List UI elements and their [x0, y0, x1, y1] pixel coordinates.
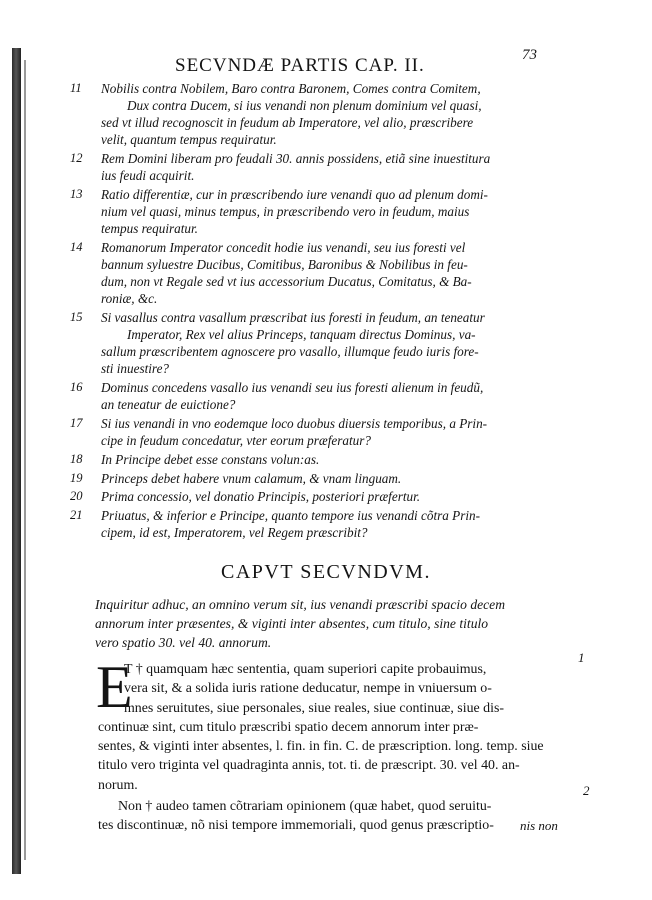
summary-line: tempus requiratur.: [101, 221, 198, 237]
summary-line: Nobilis contra Nobilem, Baro contra Baronem, Comes contra Comitem,: [101, 81, 481, 96]
summary-number: 13: [70, 186, 83, 201]
summary-list: [70, 80, 590, 543]
argument-line: Inquiritur adhuc, an omnino verum sit, ius venandi præscribi spacio decem: [95, 597, 506, 612]
summary-line: bannum syluestre Ducibus, Comitibus, Baronibus & Nobilibus in feu-: [101, 257, 468, 272]
summary-line: Dominus concedens vasallo ius venandi seu ius foresti alienum in feudũ,: [101, 380, 484, 396]
summary-line: roniæ, &c.: [101, 291, 158, 307]
summary-line: ius feudi acquirit.: [101, 168, 195, 184]
running-head: SECVNDÆ PARTIS CAP. II.: [175, 55, 425, 76]
summary-line: Imperator, Rex vel alius Princeps, tanquam directus Dominus, va-: [127, 327, 476, 343]
summary-number: 14: [70, 239, 83, 254]
summary-line: sti inuestire?: [101, 361, 170, 377]
margin-note-number: 1: [578, 650, 585, 665]
text-line: mnes seruitutes, siue personales, siue reales, siue continuæ, siue dis-: [124, 700, 504, 716]
summary-item: [70, 470, 590, 487]
text-line: tes discontinuæ, nõ nisi tempore immemoriali, quod genus præscriptio-: [98, 818, 494, 834]
chapter-argument: [95, 595, 615, 652]
summary-line: Ratio differentiæ, cur in præscribendo iure venandi quo ad plenum domi-: [101, 186, 488, 202]
summary-number: 18: [70, 451, 83, 466]
summary-number: 20: [70, 489, 83, 504]
catchword: nis non: [520, 818, 558, 833]
summary-line: an teneatur de euictione?: [101, 397, 236, 413]
margin-note-number: 2: [583, 783, 590, 798]
page-gutter-line: [24, 60, 26, 860]
summary-item: [70, 80, 590, 148]
summary-line: sallum præscribentem agnoscere pro vasallo, illumque feudo iuris fore-: [101, 344, 479, 360]
text-line: titulo vero triginta vel quadraginta annis, tot. ti. de præscript. 30. vel 40. an-: [98, 758, 520, 774]
summary-line: Si vasallus contra vasallum præscribat ius foresti in feudum, an teneatur: [101, 309, 485, 325]
summary-line: cipe in feudum concedatur, vter eorum præferatur?: [101, 433, 371, 448]
summary-line: Princeps debet habere vnum calamum, & vnam linguam.: [101, 470, 402, 486]
book-spine-edge: [12, 48, 21, 874]
summary-line: Romanorum Imperator concedit hodie ius venandi, seu ius foresti vel: [101, 239, 466, 255]
text-line: Non † audeo tamen cõtrariam opinionem (quæ habet, quod seruitu-: [118, 799, 492, 815]
drop-capital: E: [96, 654, 133, 720]
body-text: [98, 660, 578, 836]
summary-number: 21: [70, 508, 83, 523]
summary-line: Prima concessio, vel donatio Principis, posteriori præfertur.: [101, 489, 421, 505]
summary-item: [70, 150, 590, 184]
paragraph: [98, 660, 578, 795]
summary-line: velit, quantum tempus requiratur.: [101, 132, 277, 148]
page-number: 73: [522, 47, 537, 63]
summary-number: 11: [70, 81, 82, 95]
summary-number: 15: [70, 309, 83, 324]
summary-item: [70, 186, 590, 237]
summary-line: Priuatus, & inferior e Principe, quanto tempore ius venandi cõtra Prin-: [101, 508, 480, 524]
text-line: continuæ sint, cum titulo præscribi spatio decem annorum inter præ-: [98, 719, 479, 735]
summary-number: 17: [70, 415, 83, 430]
summary-item: [70, 507, 590, 541]
summary-item: [70, 488, 590, 505]
chapter-heading: CAPVT SECVNDVM.: [221, 561, 431, 583]
summary-line: nium vel quasi, minus tempus, in præscribendo vero in feudum, maius: [101, 204, 470, 220]
summary-item: [70, 309, 590, 377]
summary-number: 12: [70, 151, 83, 166]
summary-line: Si ius venandi in vno eodemque loco duobus diuersis temporibus, a Prin-: [101, 415, 488, 431]
paragraph: [98, 797, 578, 836]
summary-line: cipem, id est, Imperatorem, vel Regem præscribit?: [101, 525, 368, 541]
summary-item: [70, 379, 590, 413]
summary-line: Dux contra Ducem, si ius venandi non plenum dominium vel quasi,: [127, 98, 482, 114]
summary-line: In Principe debet esse constans volun:as.: [101, 451, 320, 467]
summary-number: 16: [70, 380, 83, 395]
text-line: T † quamquam hæc sententia, quam superiori capite probauimus,: [124, 662, 487, 677]
argument-line: vero spatio 30. vel 40. annorum.: [95, 635, 272, 650]
text-line: vera sit, & a solida iuris ratione deducatur, nempe in vniuersum o-: [124, 681, 492, 697]
summary-line: Rem Domini liberam pro feudali 30. annis possidens, etiã sine inuestitura: [101, 151, 491, 167]
summary-number: 19: [70, 470, 83, 485]
summary-item: [70, 239, 590, 307]
summary-item: [70, 451, 590, 468]
text-line: norum.: [98, 777, 138, 793]
summary-line: dum, non vt Regale sed vt ius accessorium Ducatus, Comitatus, & Ba-: [101, 274, 472, 290]
summary-line: sed vt illud recognoscit in feudum ab Imperatore, vel alio, præscribere: [101, 115, 474, 131]
text-line: sentes, & viginti inter absentes, l. fin. in fin. C. de præscription. long. temp. siue: [98, 739, 544, 755]
argument-line: annorum inter præsentes, & viginti inter absentes, cum titulo, sine titulo: [95, 616, 489, 631]
summary-item: [70, 415, 590, 449]
